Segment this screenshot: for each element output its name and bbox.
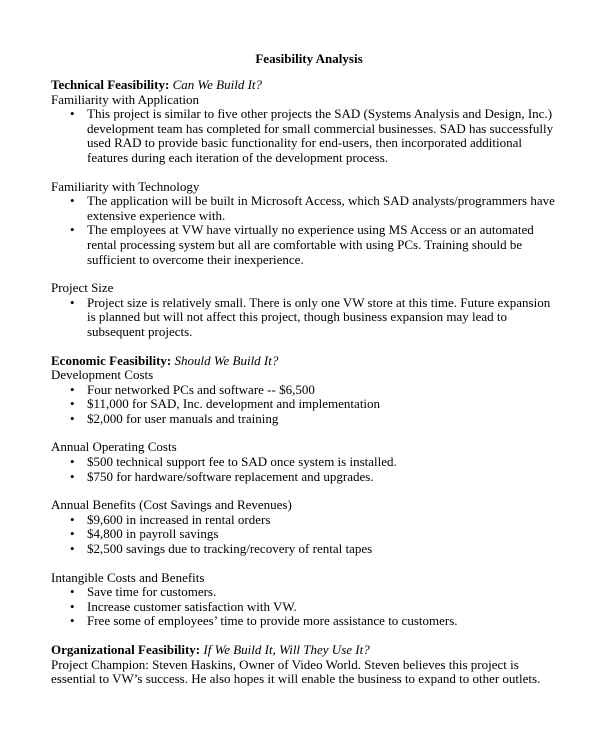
- development-costs-label: Development Costs: [51, 367, 154, 383]
- project-champion-paragraph: Project Champion: Steven Haskins, Owner of Video World. Steven believes this project is essential to VW’s success. He also hopes it will enable the business to expand to other outlets.: [51, 656, 541, 687]
- bullet-icon: •: [70, 193, 75, 209]
- annual-operating-costs-list: [51, 455, 556, 484]
- organizational-feasibility-section: [51, 643, 556, 687]
- list-item: • Increase customer satisfaction with VW.: [70, 598, 297, 614]
- economic-feasibility-heading: Economic Feasibility: Should We Build It?: [51, 352, 279, 368]
- technical-feasibility-heading: Technical Feasibility: Can We Build It?: [51, 77, 263, 92]
- bullet-icon: •: [70, 613, 75, 629]
- bullet-icon: •: [70, 598, 75, 614]
- familiarity-technology-list: [51, 194, 556, 267]
- familiarity-application-label: Familiarity with Application: [51, 91, 200, 107]
- bullet-icon: •: [70, 396, 75, 412]
- document-title: Feasibility Analysis: [255, 51, 363, 66]
- project-size-list: [51, 296, 556, 340]
- list-item: • $11,000 for SAD, Inc. development and implementation: [70, 396, 381, 412]
- development-costs-list: [51, 383, 556, 427]
- bullet-icon: •: [70, 410, 75, 426]
- bullet-icon: •: [70, 454, 75, 470]
- familiarity-technology-label: Familiarity with Technology: [51, 178, 200, 194]
- list-item: • $2,500 savings due to tracking/recovery of rental tapes: [70, 541, 373, 557]
- list-item: • $750 for hardware/software replacement and upgrades.: [70, 468, 374, 484]
- list-item: • Project size is relatively small. There is only one VW store at this time. Future expansion is planned but will not affect this project, though business expansion may lead to subsequent projects.: [70, 294, 551, 339]
- technical-feasibility-section: [51, 78, 556, 340]
- list-item: • The employees at VW have virtually no experience using MS Access or an automated rental processing system but all are comfortable with using PCs. Training should be sufficient to overcome their inexperience.: [70, 222, 534, 267]
- document-body: [51, 78, 556, 687]
- list-item: • Four networked PCs and software -- $6,500: [70, 381, 315, 397]
- bullet-icon: •: [70, 294, 75, 310]
- bullet-icon: •: [70, 106, 75, 122]
- intangible-costs-list: [51, 585, 556, 629]
- list-item: • Free some of employees’ time to provide more assistance to customers.: [70, 613, 458, 629]
- organizational-feasibility-heading: Organizational Feasibility: If We Build It, Will They Use It?: [51, 642, 370, 657]
- intangible-costs-label: Intangible Costs and Benefits: [51, 569, 205, 585]
- bullet-icon: •: [70, 381, 75, 397]
- bullet-icon: •: [70, 584, 75, 600]
- project-size-label: Project Size: [51, 280, 114, 296]
- bullet-icon: •: [70, 222, 75, 238]
- familiarity-application-list: [51, 107, 556, 165]
- bullet-icon: •: [70, 511, 75, 527]
- bullet-icon: •: [70, 526, 75, 542]
- bullet-icon: •: [70, 541, 75, 557]
- list-item: • The application will be built in Microsoft Access, which SAD analysts/programmers have extensive experience with.: [70, 193, 555, 223]
- bullet-icon: •: [70, 468, 75, 484]
- economic-feasibility-section: [51, 354, 556, 630]
- annual-operating-costs-label: Annual Operating Costs: [51, 439, 177, 455]
- annual-benefits-list: [51, 513, 556, 557]
- list-item: • $2,000 for user manuals and training: [70, 410, 279, 426]
- annual-benefits-label: Annual Benefits (Cost Savings and Revenues): [51, 497, 292, 513]
- list-item: • $4,800 in payroll savings: [70, 526, 219, 542]
- list-item: • This project is similar to five other projects the SAD (Systems Analysis and Design, Inc.) development team has completed for small commercial businesses. SAD has successfully used RAD to provide basic functionality for end-users, then incorporated additional features during each iteration of the development process.: [70, 106, 554, 165]
- list-item: • $500 technical support fee to SAD once system is installed.: [70, 454, 397, 470]
- list-item: • $9,600 in increased in rental orders: [70, 511, 271, 527]
- list-item: • Save time for customers.: [70, 584, 217, 600]
